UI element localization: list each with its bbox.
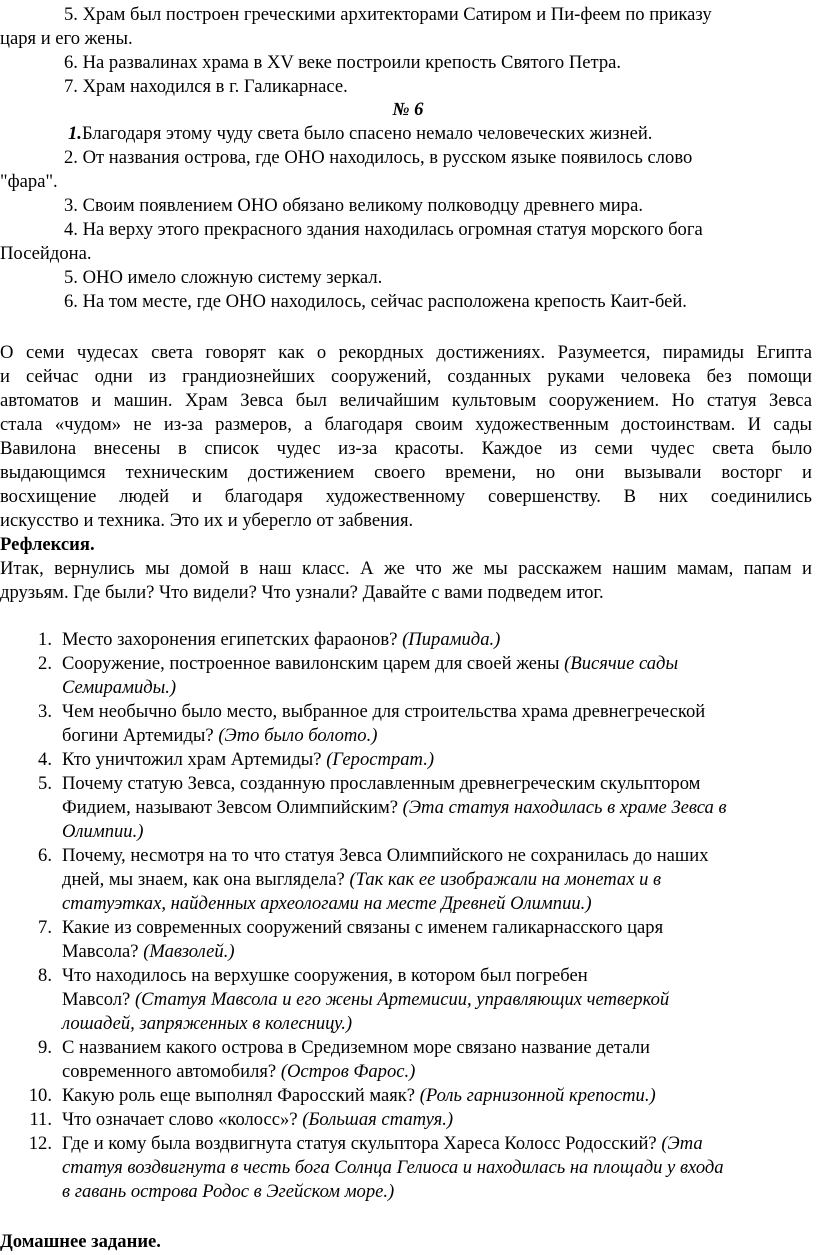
question-line	[62, 940, 235, 964]
question-text: Что означает слово «колосс»?	[62, 1109, 303, 1130]
question-line	[62, 628, 500, 652]
paragraph-line: автоматов и машин. Храм Зевса был величайшим культовым сооружением. Но статуя Зевса	[0, 390, 812, 411]
paragraph-line: О семи чудесах света говорят как о рекордных достижениях. Разумеется, пирамиды Египта	[0, 342, 812, 363]
answer-line: Олимпии.)	[62, 821, 144, 842]
answer-line: лошадей, запряженных в колесницу.)	[62, 1013, 353, 1034]
question-text: Какую роль еще выполнял Фаросский маяк?	[62, 1085, 420, 1106]
question-number: 10.	[28, 1085, 52, 1106]
question-text: Кто уничтожил храм Артемиды?	[62, 749, 327, 770]
question-number: 3.	[38, 701, 52, 722]
paragraph-line: стала «чудом» не из-за размеров, а благодаря своим художественным достоинствам. И сады	[0, 414, 812, 435]
answer-text: (Большая статуя.)	[302, 1109, 454, 1130]
text-line	[68, 122, 652, 146]
answer-text: (Пирамида.)	[402, 629, 501, 650]
question-line: С названием какого острова в Средиземном море связано название детали	[62, 1037, 651, 1058]
answer-text: (Мавзолей.)	[143, 941, 235, 962]
paragraph-line: выдающимся техническим достижением своего времени, но они вызывали восторг и	[0, 462, 812, 483]
question-number: 6.	[38, 845, 52, 866]
question-text: богини Артемиды?	[62, 725, 219, 746]
question-number: 5.	[38, 773, 52, 794]
text-line: 2. От названия острова, где ОНО находилось, в русском языке появилось слово	[64, 147, 693, 168]
text-line: 6. На развалинах храма в XV веке построили крепость Святого Петра.	[64, 52, 622, 73]
question-text: Место захоронения египетских фараонов?	[62, 629, 403, 650]
text-line: 6. На том месте, где ОНО находилось, сейчас расположена крепость Каит-бей.	[64, 291, 687, 312]
reflection-heading: Рефлексия.	[0, 534, 95, 555]
text-line: Посейдона.	[0, 243, 92, 264]
text-line: 5. ОНО имело сложную систему зеркал.	[64, 267, 383, 288]
question-text: Мавсола?	[62, 941, 144, 962]
answer-line: в гавань острова Родос в Эгейском море.)	[62, 1181, 395, 1202]
answer-line: статуэтках, найденных археологами на месте Древней Олимпии.)	[62, 893, 592, 914]
question-line: Почему, несмотря на то что статуя Зевса Олимпийского не сохранилась до наших	[62, 845, 709, 866]
question-text: современного автомобиля?	[62, 1061, 281, 1082]
answer-text: (Остров Фарос.)	[280, 1061, 416, 1082]
text-line: 4. На верху этого прекрасного здания находилась огромная статуя морского бога	[64, 219, 703, 240]
question-text: Мавсол?	[62, 989, 135, 1010]
paragraph-line: и сейчас одни из грандиознейших сооружений, созданных руками человека без помощи	[0, 366, 812, 387]
question-number: 7.	[38, 917, 52, 938]
text-line: 3. Своим появлением ОНО обязано великому полководцу древнего мира.	[64, 195, 644, 216]
question-line: Какие из современных сооружений связаны с именем галикарнасского царя	[62, 917, 664, 938]
question-number: 12.	[28, 1133, 52, 1154]
question-line	[62, 868, 661, 892]
question-number: 9.	[38, 1037, 52, 1058]
paragraph-line: искусство и техника. Это их и уберегло от забвения.	[0, 510, 414, 531]
reflection-intro-line: друзьям. Где были? Что видели? Что узнали? Давайте с вами подведем итог.	[0, 582, 604, 603]
question-text: дней, мы знаем, как она выглядела?	[62, 869, 350, 890]
answer-line: Семирамиды.)	[62, 677, 177, 698]
question-number: 8.	[38, 965, 52, 986]
answer-text: (Висячие сады	[564, 653, 679, 674]
question-line	[62, 1108, 453, 1132]
answer-text: (Это было болото.)	[218, 725, 378, 746]
answer-text: (Эта	[661, 1133, 703, 1154]
question-number: 2.	[38, 653, 52, 674]
question-text: Сооружение, построенное вавилонским царем для своей жены	[62, 653, 565, 674]
question-number: 11.	[29, 1109, 52, 1130]
reflection-intro-line: Итак, вернулись мы домой в наш класс. А же что же мы расскажем нашим мамам, папам и	[0, 558, 812, 579]
text-line: "фара".	[0, 171, 58, 192]
paragraph-line: восхищение людей и благодаря художественному совершенству. В них соединились	[0, 486, 812, 507]
question-number: 4.	[38, 749, 52, 770]
question-line	[62, 1084, 656, 1108]
question-line	[62, 1132, 703, 1156]
answer-text: (Герострат.)	[326, 749, 435, 770]
question-line	[62, 1060, 415, 1084]
text-line: 5. Храм был построен греческими архитекторами Сатиром и Пи-феем по приказу	[64, 4, 712, 25]
section-heading: № 6	[392, 99, 424, 120]
homework-heading: Домашнее задание.	[0, 1231, 161, 1252]
question-line	[62, 988, 669, 1012]
question-line	[62, 748, 434, 772]
question-line: Почему статую Зевса, созданную прославленным древнегреческим скульптором	[62, 773, 701, 794]
item-number: 1.	[68, 123, 82, 144]
question-text: Фидием, называют Зевсом Олимпийским?	[62, 797, 403, 818]
answer-text: (Роль гарнизонной крепости.)	[419, 1085, 656, 1106]
question-number: 1.	[38, 629, 52, 650]
question-line	[62, 724, 377, 748]
answer-text: (Статуя Мавсола и его жены Артемисии, управляющих четверкой	[134, 989, 670, 1010]
question-line: Чем необычно было место, выбранное для строительства храма древнегреческой	[62, 701, 706, 722]
answer-text: (Эта статуя находилась в храме Зевса в	[402, 797, 727, 818]
text-line: царя и его жены.	[0, 28, 133, 49]
paragraph-line: Вавилона внесены в список чудес из-за красоты. Каждое из семи чудес света было	[0, 438, 812, 459]
question-line	[62, 796, 727, 820]
answer-line: статуя воздвигнута в честь бога Солнца Гелиоса и находилась на площади у входа	[62, 1157, 724, 1178]
item-text: Благодаря этому чуду света было спасено немало человеческих жизней.	[81, 123, 653, 144]
question-text: Где и кому была воздвигнута статуя скульптора Хареса Колосс Родосский?	[62, 1133, 662, 1154]
answer-text: (Так как ее изображали на монетах и в	[349, 869, 662, 890]
question-line	[62, 652, 678, 676]
question-line: Что находилось на верхушке сооружения, в котором был погребен	[62, 965, 588, 986]
text-line: 7. Храм находился в г. Галикарнасе.	[64, 76, 348, 97]
